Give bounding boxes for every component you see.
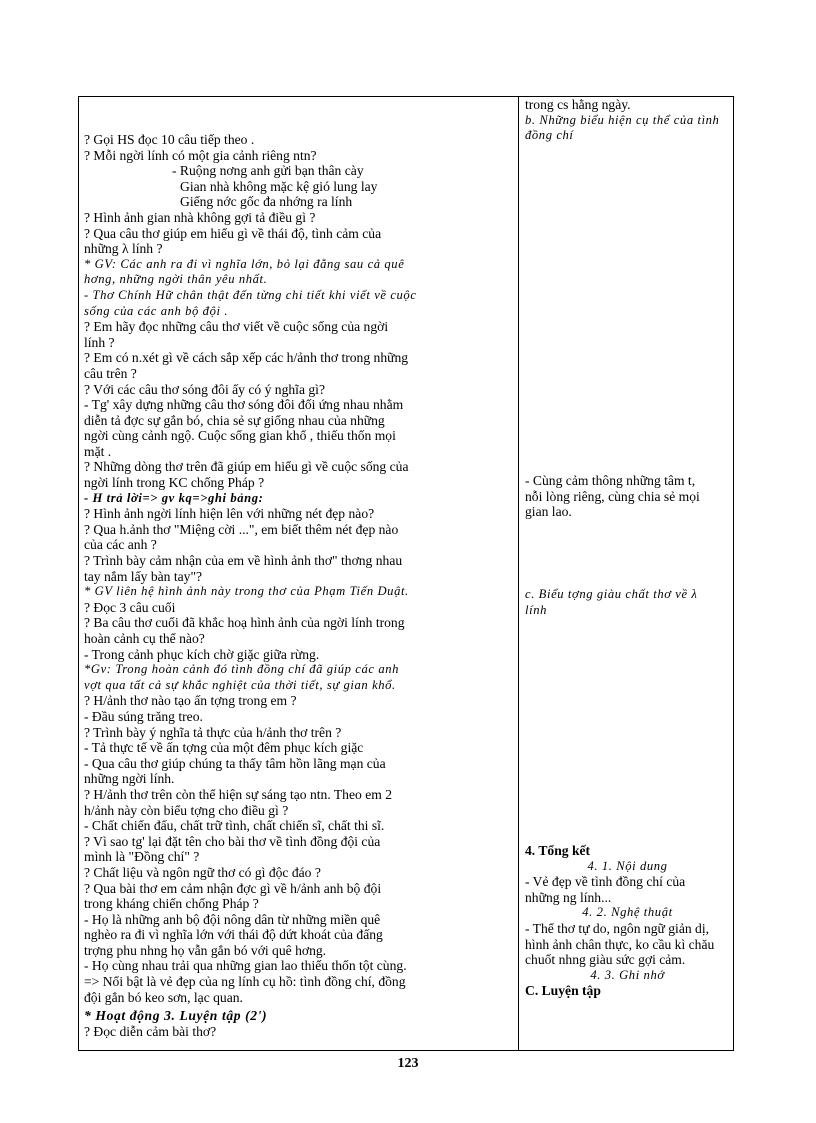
text-line: trong kháng chiến chống Pháp ? bbox=[84, 896, 259, 912]
column-divider bbox=[518, 96, 519, 1051]
text-line: - Họ là những anh bộ đội nông dân từ những miền quê bbox=[84, 911, 381, 927]
text-line: * GV: Các anh ra đi vì nghĩa lớn, bỏ lại đằng sau cả quê bbox=[84, 256, 405, 271]
text-line: ? Em hãy đọc những câu thơ viết về cuộc sống của ngời bbox=[84, 319, 389, 335]
text-line: ? Những dòng thơ trên đã giúp em hiểu gì về cuộc sống của bbox=[84, 459, 409, 475]
text-line: - Đầu súng trăng treo. bbox=[84, 708, 203, 724]
text-line: hoàn cảnh cụ thể nào? bbox=[84, 631, 205, 646]
text-line: ? Mỗi ngời lính có một gia cảnh riêng ntn? bbox=[84, 147, 317, 163]
text-line: trợng phu nhng họ vẫn gắn bó với quê hơng. bbox=[84, 942, 327, 958]
text-line: ? Trình bày cảm nhận của em về hình ảnh thơ" thơng nhau bbox=[84, 553, 403, 569]
text-line: - Tả thực tế về ấn tợng của một đêm phục kích giặc bbox=[84, 740, 364, 756]
text-line: hình ảnh chân thực, ko cầu kì chău bbox=[525, 936, 715, 952]
text-line: lính ? bbox=[84, 334, 115, 350]
text-line: - Cùng cảm thông những tâm t, bbox=[525, 473, 696, 488]
page-number: 123 bbox=[397, 1056, 419, 1071]
text-line: Gian nhà không mặc kệ gió lung lay bbox=[180, 178, 378, 194]
text-line: mình là "Đồng chí" ? bbox=[84, 849, 200, 865]
text-line: tay nắm lấy bàn tay"? bbox=[84, 568, 203, 584]
text-line: 4. 3. Ghi nhớ bbox=[590, 967, 665, 982]
right-column bbox=[525, 97, 730, 999]
text-line: gian lao. bbox=[525, 504, 572, 520]
right-mid-block bbox=[525, 473, 730, 520]
text-line: ? Em có n.xét gì về cách sắp xếp các h/ảnh thơ trong những bbox=[84, 350, 409, 366]
text-line: đội gắn bó keo sơn, lạc quan. bbox=[84, 989, 243, 1005]
text-line: - H trả lời=> gv kq=>ghi bảng: bbox=[84, 490, 264, 505]
text-line: những λ lính ? bbox=[84, 241, 163, 257]
text-line: - Qua câu thơ giúp chúng ta thấy tâm hồn lãng mạn của bbox=[84, 755, 386, 771]
text-line: diễn tả đợc sự gắn bó, chia sẻ sự giống nhau của những bbox=[84, 412, 385, 428]
text-line: ? Với các câu thơ sóng đôi ấy có ý nghĩa gì? bbox=[84, 381, 325, 397]
text-line: lính bbox=[525, 602, 547, 617]
text-line: b. Những biểu hiện cụ thể của tình bbox=[525, 112, 720, 127]
text-line: - Chất chiến đấu, chất trữ tình, chất chiến sĩ, chất thi sĩ. bbox=[84, 818, 385, 834]
text-line: đồng chí bbox=[525, 128, 574, 143]
text-line: nghèo ra đi vì nghĩa lớn với thái độ dứt khoát của đấng bbox=[84, 927, 383, 943]
text-line: h/ảnh này còn biểu tợng cho điều gì ? bbox=[84, 802, 289, 818]
last-line: ? Đọc diễn cảm bài thơ? bbox=[84, 1023, 217, 1039]
text-line: ? Qua h.ảnh thơ "Miệng cời ...", em biết thêm nét đẹp nào bbox=[84, 521, 399, 537]
left-lines bbox=[84, 132, 514, 1005]
text-line: - Thể thơ tự do, ngôn ngữ giản dị, bbox=[525, 920, 710, 936]
text-line: 4. 2. Nghệ thuật bbox=[582, 905, 673, 920]
text-line: - Vẻ đẹp về tình đồng chí của bbox=[525, 874, 686, 890]
text-line: sống của các anh bộ đội . bbox=[84, 303, 229, 318]
text-line: ? Ba câu thơ cuối đã khắc hoạ hình ảnh của ngời lính trong bbox=[84, 615, 405, 631]
text-line: - Thơ Chính Hữ chân thật đến từng chi tiết khi viết về cuộc bbox=[84, 287, 417, 302]
text-line: - Tg' xây dựng những câu thơ sóng đôi đối ứng nhau nhằm bbox=[84, 397, 404, 413]
text-line: ? Đọc 3 câu cuối bbox=[84, 599, 176, 615]
text-line: những ng lính... bbox=[525, 889, 612, 905]
text-line: ? Qua bài thơ em cảm nhận đợc gì về h/ảnh anh bộ đội bbox=[84, 880, 382, 896]
text-line: ngời lính trong KC chống Pháp ? bbox=[84, 475, 265, 491]
text-line: Giếng nớc gốc đa nhớng ra lính bbox=[180, 194, 353, 210]
text-line: những ngời lính. bbox=[84, 771, 175, 787]
text-line: chuốt nhng giàu sức gợi cảm. bbox=[525, 952, 686, 968]
activity-heading: * Hoạt động 3. Luyện tập (2') bbox=[84, 1008, 268, 1024]
text-line: hơng, những ngời thân yêu nhất. bbox=[84, 272, 268, 287]
text-line: 4. 1. Nội dung bbox=[587, 858, 668, 873]
text-line: ? H/ảnh thơ nào tạo ấn tợng trong em ? bbox=[84, 693, 297, 709]
text-line: - Ruộng nơng anh gửi bạn thân cày bbox=[172, 163, 364, 179]
text-line: *Gv: Trong hoàn cảnh đó tình đồng chí đã giúp các anh bbox=[84, 662, 400, 677]
text-line: 4. Tổng kết bbox=[525, 843, 591, 858]
text-line: ? Vì sao tg' lại đặt tên cho bài thơ về tình đồng đội của bbox=[84, 833, 381, 849]
text-line: ? Qua câu thơ giúp em hiểu gì về thái độ, tình cảm của bbox=[84, 225, 382, 241]
left-column bbox=[84, 132, 514, 1039]
text-line: của các anh ? bbox=[84, 537, 157, 553]
text-line: C. Luyện tập bbox=[525, 983, 601, 999]
text-line: - Họ cùng nhau trải qua những gian lao thiếu thốn tột cùng. bbox=[84, 958, 407, 974]
text-line: => Nổi bật là vẻ đẹp của ng lính cụ hồ: tình đồng chí, đồng bbox=[84, 974, 406, 990]
text-line: ? Hình ảnh gian nhà không gợi tả điều gì ? bbox=[84, 209, 316, 225]
text-line: mặt . bbox=[84, 443, 112, 459]
right-top-block bbox=[525, 97, 730, 144]
text-line: ? Chất liệu và ngôn ngữ thơ có gì độc đáo ? bbox=[84, 864, 321, 880]
text-line: ? Trình bày ý nghĩa tả thực của h/ảnh thơ trên ? bbox=[84, 724, 342, 740]
text-line: ? Gọi HS đọc 10 câu tiếp theo . bbox=[84, 132, 255, 147]
text-line: * GV liên hệ hình ảnh này trong thơ của Phạm Tiến Duật. bbox=[84, 584, 409, 599]
text-line: ngời cùng cảnh ngộ. Cuộc sống gian khổ , thiếu thốn mọi bbox=[84, 428, 396, 444]
text-line: câu trên ? bbox=[84, 365, 137, 381]
text-line: - Trong cảnh phục kích chờ giặc giữa rừng. bbox=[84, 646, 320, 662]
text-line: ? H/ảnh thơ trên còn thể hiện sự sáng tạo ntn. Theo em 2 bbox=[84, 786, 393, 802]
right-summary-block bbox=[525, 843, 730, 999]
text-line: trong cs hằng ngày. bbox=[525, 97, 631, 112]
text-line: c. Biểu tợng giàu chất thơ về λ bbox=[525, 587, 698, 601]
text-line: vợt qua tất cả sự khắc nghiệt của thời tiết, sự gian khổ. bbox=[84, 677, 396, 692]
right-c-block bbox=[525, 587, 730, 618]
text-line: nỗi lòng riêng, cùng chia sẻ mọi bbox=[525, 488, 700, 504]
text-line: ? Hình ảnh ngời lính hiện lên với những nét đẹp nào? bbox=[84, 506, 375, 522]
